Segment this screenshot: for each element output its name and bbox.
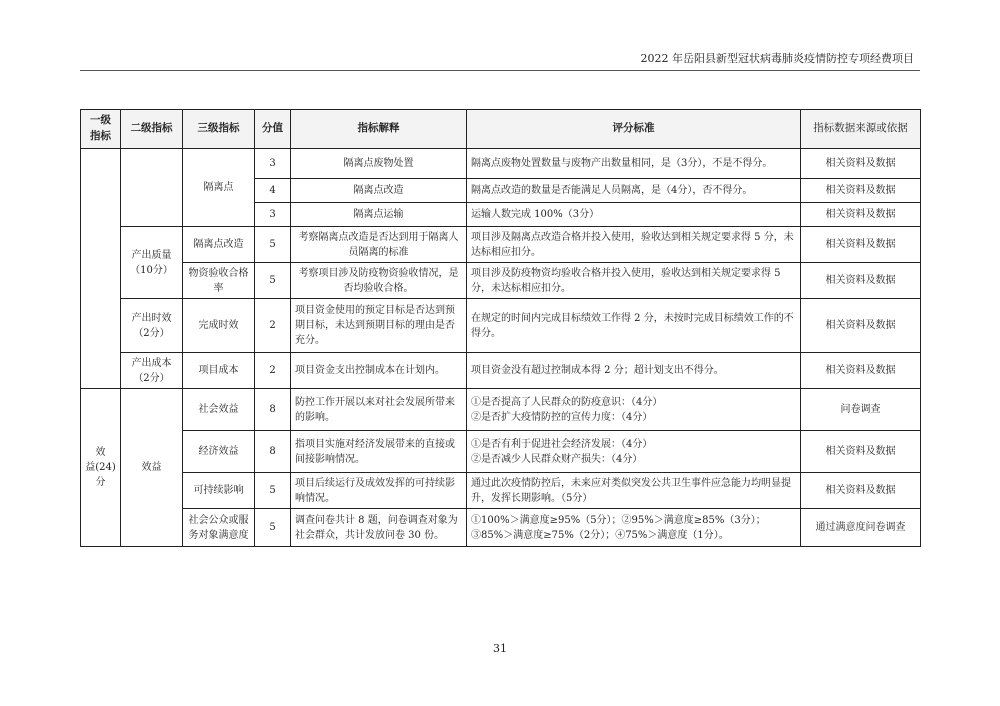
l2-cost-line1: 产出成本 (131, 357, 172, 369)
header-rule (80, 70, 920, 71)
l3-cell: 隔离点改造 (183, 227, 255, 263)
table-row (81, 227, 921, 263)
score-cell: 3 (255, 149, 291, 179)
standard-cell: 运输人数完成 100%（3分） (467, 203, 801, 227)
page-number: 31 (493, 642, 507, 655)
table-row (81, 353, 921, 389)
l3-cell: 完成时效 (183, 299, 255, 353)
col-header-score: 分值 (255, 110, 291, 149)
standard-line: ①是否提高了人民群众的防疫意识：（4分） (471, 396, 663, 408)
source-cell: 相关资料及数据 (801, 179, 921, 203)
l1-benefit-line2: 益(24) (85, 462, 116, 473)
explain-cell: 隔离点废物处置 (291, 149, 467, 179)
l1-cell-output (81, 149, 121, 389)
l2-cell-timely (121, 299, 183, 353)
standard-cell: 在规定的时间内完成目标绩效工作得 2 分，未按时完成目标绩效工作的不得分。 (467, 299, 801, 353)
explain-cell: 项目资金使用的预定目标是否达到预期目标，未达到预期目标的理由是否充分。 (291, 299, 467, 353)
score-cell: 4 (255, 179, 291, 203)
standard-cell: 隔离点废物处置数量与废物产出数量相同，是（3分），不是不得分。 (467, 149, 801, 179)
l2-quality-line1: 产出质量 (131, 249, 172, 261)
source-cell: 相关资料及数据 (801, 473, 921, 509)
source-cell: 相关资料及数据 (801, 149, 921, 179)
l3-cell-isolation: 隔离点 (183, 149, 255, 227)
score-cell: 5 (255, 473, 291, 509)
explain-cell: 考察隔离点改造是否达到用于隔离人员隔离的标准 (291, 227, 467, 263)
standard-line: ②是否扩大疫情防控的宣传力度：（4分） (471, 411, 653, 423)
table-row (81, 431, 921, 473)
source-cell: 通过满意度问卷调查 (801, 509, 921, 547)
explain-cell: 防控工作开展以来对社会发展所带来的影响。 (291, 389, 467, 431)
standard-cell: 通过此次疫情防控后，未来应对类似突发公共卫生事件应急能力均明显提升，发挥长期影响。（5分） (467, 473, 801, 509)
explain-cell: 调查问卷共计 8 题，问卷调查对象为社会群众，共计发放问卷 30 份。 (291, 509, 467, 547)
source-cell: 问卷调查 (801, 389, 921, 431)
standard-cell: 项目资金没有超过控制成本得 2 分；超计划支出不得分。 (467, 353, 801, 389)
explain-cell: 隔离点运输 (291, 203, 467, 227)
l2-cell-quality (121, 227, 183, 299)
table-row (81, 473, 921, 509)
score-cell: 3 (255, 203, 291, 227)
explain-cell: 隔离点改造 (291, 179, 467, 203)
score-cell: 5 (255, 263, 291, 299)
score-cell: 8 (255, 389, 291, 431)
col-header-l3: 三级指标 (183, 110, 255, 149)
explain-cell: 考察项目涉及防疫物资验收情况，是否均验收合格。 (291, 263, 467, 299)
l2-timely-line2: （2分） (133, 327, 170, 339)
score-cell: 5 (255, 509, 291, 547)
standard-cell: 项目涉及隔离点改造合格并投入使用，验收达到相关规定要求得 5 分，未达标相应扣分。 (467, 227, 801, 263)
col-header-l2: 二级指标 (121, 110, 183, 149)
page-header: 2022 年岳阳县新型冠状病毒肺炎疫情防控专项经费项目 (640, 52, 914, 65)
col-header-l1: 一级指标 (81, 110, 121, 149)
l1-cell-benefit (81, 389, 121, 547)
l2-cell-quantity (121, 149, 183, 227)
source-cell: 相关资料及数据 (801, 353, 921, 389)
source-cell: 相关资料及数据 (801, 263, 921, 299)
standard-line: ①是否有利于促进社会经济发展：（4分） (471, 438, 653, 450)
l2-cell-benefit: 效益 (121, 389, 183, 547)
standard-cell (467, 431, 801, 473)
standard-line: ②是否减少人民群众财产损失：（4分） (471, 453, 643, 465)
l1-benefit-line3: 分 (95, 477, 106, 488)
table-row (81, 389, 921, 431)
l3-cell: 物资验收合格率 (183, 263, 255, 299)
explain-cell: 项目后续运行及成效发挥的可持续影响情况。 (291, 473, 467, 509)
table-row (81, 149, 921, 179)
explain-cell: 指项目实施对经济发展带来的直接或间接影响情况。 (291, 431, 467, 473)
standard-cell: 项目涉及防疫物资均验收合格并投入使用，验收达到相关规定要求得 5 分，未达标相应扣分。 (467, 263, 801, 299)
explain-cell: 项目资金支出控制成本在计划内。 (291, 353, 467, 389)
col-header-source: 指标数据来源或依据 (801, 110, 921, 149)
performance-indicator-table (80, 109, 921, 547)
source-cell: 相关资料及数据 (801, 203, 921, 227)
l3-cell: 项目成本 (183, 353, 255, 389)
l2-timely-line1: 产出时效 (131, 312, 172, 324)
standard-cell: 隔离点改造的数量是否能满足人员隔离，是（4分），否不得分。 (467, 179, 801, 203)
table-row (81, 299, 921, 353)
standard-cell: ①100%＞满意度≥95%（5分）；②95%＞满意度≥85%（3分）；③85%＞满意度≥75%（2分）；④75%＞满意度（1分）。 (467, 509, 801, 547)
source-cell: 相关资料及数据 (801, 227, 921, 263)
l2-quality-line2: （10分） (130, 264, 173, 276)
table-header-row (81, 110, 921, 149)
standard-cell (467, 389, 801, 431)
l3-cell: 社会效益 (183, 389, 255, 431)
col-header-explain: 指标解释 (291, 110, 467, 149)
score-cell: 8 (255, 431, 291, 473)
source-cell: 相关资料及数据 (801, 431, 921, 473)
l2-cost-line2: （2分） (133, 372, 170, 384)
l3-cell: 可持续影响 (183, 473, 255, 509)
score-cell: 5 (255, 227, 291, 263)
l3-cell: 经济效益 (183, 431, 255, 473)
l2-cell-cost (121, 353, 183, 389)
l3-cell: 社会公众或服务对象满意度 (183, 509, 255, 547)
col-header-standard: 评分标准 (467, 110, 801, 149)
score-cell: 2 (255, 353, 291, 389)
table-row (81, 509, 921, 547)
source-cell: 相关资料及数据 (801, 299, 921, 353)
score-cell: 2 (255, 299, 291, 353)
l1-benefit-line1: 效 (95, 447, 106, 458)
table-row (81, 263, 921, 299)
